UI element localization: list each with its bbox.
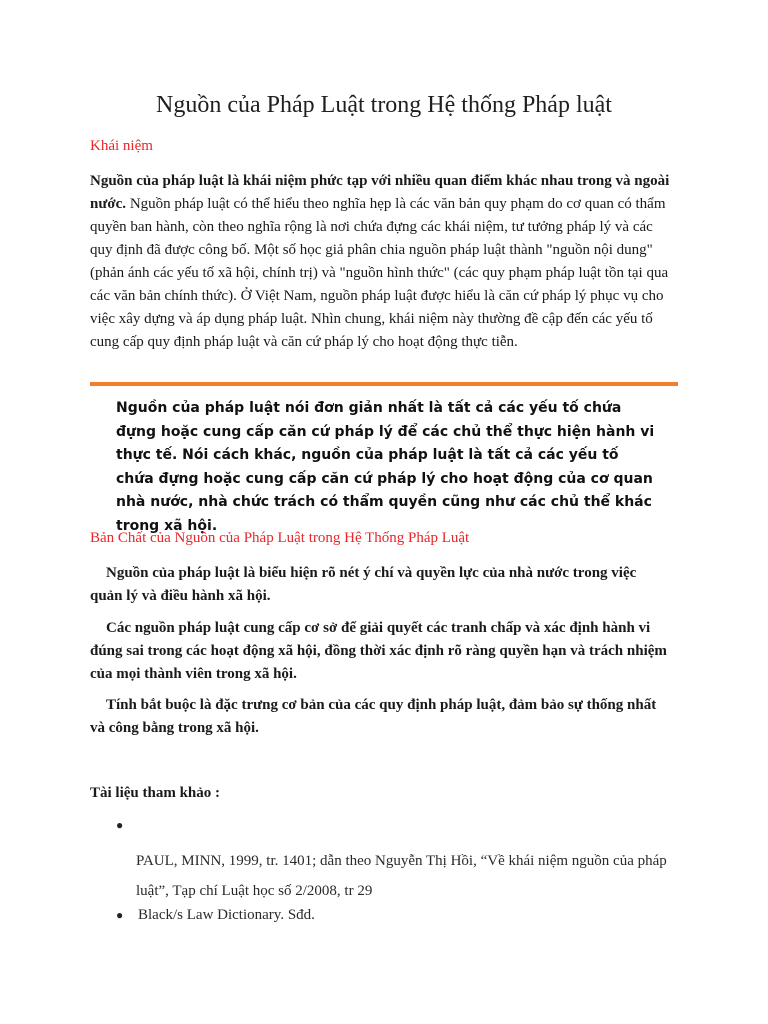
bullet-icon: ● [116, 818, 124, 832]
nature-paragraph-2: Các nguồn pháp luật cung cấp cơ sở để giải quyết các tranh chấp và xác định hành vi đúng sai trong các hoạt động xã hội, đồng thời xác định rõ ràng quyền hạn và trách nhiệm của mọi thành viên trong xã hội. [90, 620, 667, 682]
concept-lead-text: Nguồn của pháp luật là khái niệm phức tạp với nhiều quan điểm khác nhau trong và ngoài nước. [90, 173, 670, 212]
concept-paragraph [90, 170, 670, 354]
reference-item-1: PAUL, MINN, 1999, tr. 1401; dẫn theo Nguyễn Thị Hồi, “Về khái niệm nguồn của pháp luật”, Tạp chí Luật học số 2/2008, tr 29 [136, 853, 667, 899]
bullet-icon: ● [116, 908, 124, 922]
nature-paragraph-1: Nguồn của pháp luật là biểu hiện rõ nét ý chí và quyền lực của nhà nước trong việc quản lý và điều hành xã hội. [90, 565, 637, 604]
nature-paragraph-3: Tính bắt buộc là đặc trưng cơ bản của các quy định pháp luật, đảm bảo sự thống nhất và công bằng trong xã hội. [90, 697, 657, 736]
concept-body-text: Nguồn pháp luật có thể hiểu theo nghĩa hẹp là các văn bản quy phạm do cơ quan có thẩm quyền ban hành, còn theo nghĩa rộng là nơi chứa đựng các khái niệm, tư tưởng pháp lý và các quy định đã được công bố. Một số học giả phân chia nguồn pháp luật thành "nguồn nội dung" (phản ánh các yếu tố xã hội, chính trị) và "nguồn hình thức" (các quy phạm pháp luật tồn tại qua các văn bản chính thức). Ở Việt Nam, nguồn pháp luật được hiểu là căn cứ pháp lý phục vụ cho việc xây dựng và áp dụng pháp luật. Nhìn chung, khái niệm này thường đề cập đến các yếu tố cung cấp quy định pháp luật và căn cứ pháp lý cho hoạt động thực tiễn. [90, 196, 669, 350]
nature-heading: Bản Chất của Nguồn của Pháp Luật trong Hệ Thống Pháp Luật [90, 530, 470, 546]
callout-quote: Nguồn của pháp luật nói đơn giản nhất là tất cả các yếu tố chứa đựng hoặc cung cấp căn cứ pháp lý để các chủ thể thực hiện hành vi thực tế. Nói cách khác, nguồn của pháp luật là tất cả các yếu tố chứa đựng hoặc cung cấp căn cứ pháp lý cho hoạt động của cơ quan nhà nước, nhà chức trách có thẩm quyền cũng như các chủ thể khác trong xã hội. [116, 400, 655, 534]
concept-heading: Khái niệm [90, 138, 153, 154]
references-heading: Tài liệu tham khảo : [90, 785, 221, 801]
page-title: Nguồn của Pháp Luật trong Hệ thống Pháp luật [156, 92, 612, 118]
orange-divider [90, 382, 678, 386]
reference-item-2: Black/s Law Dictionary. Sđd. [138, 907, 315, 923]
